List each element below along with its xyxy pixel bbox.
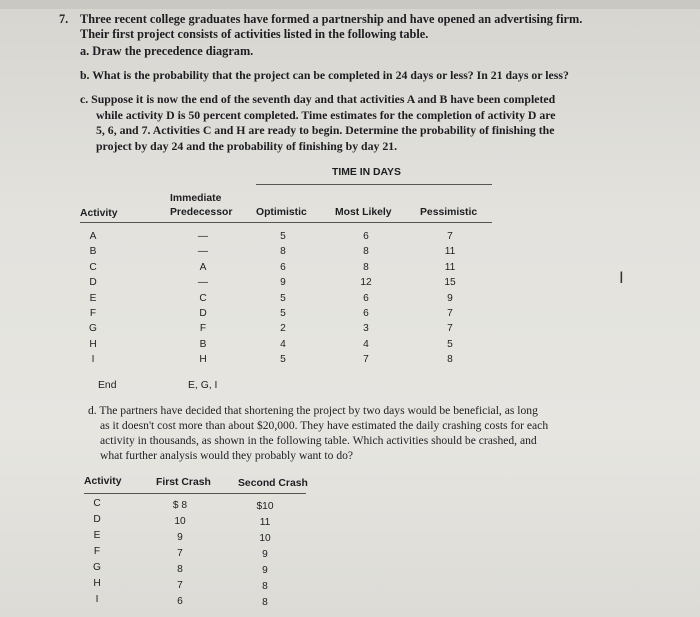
first-crash-cell: 10: [174, 516, 186, 527]
predecessor-cell: D: [199, 307, 207, 319]
predecessor-cell: C: [199, 292, 207, 304]
crash-activity-cell: H: [93, 578, 101, 589]
crash-table-rule: [84, 493, 306, 494]
second-crash-cell: 9: [262, 565, 268, 576]
pessimistic-column: [430, 229, 470, 368]
part-d-line-1: d. The partners have decided that shortening the project by two days would be beneficial, as long: [88, 404, 538, 417]
first-crash-cell: 9: [177, 532, 183, 543]
question-line-1: Three recent college graduates have formed a partnership and have opened an advertising firm.: [80, 12, 583, 26]
activity-cell: A: [89, 231, 97, 242]
predecessor-cell: —: [197, 246, 209, 258]
crash-activity-cell: E: [93, 530, 101, 541]
pessimistic-cell: 11: [444, 246, 456, 258]
optimistic-cell: 9: [280, 277, 286, 289]
most-likely-header: Most Likely: [335, 207, 392, 218]
crash-activity-cell: C: [93, 498, 101, 509]
header-rule: [256, 184, 492, 185]
predecessor-cell: B: [199, 338, 207, 350]
pessimistic-cell: 15: [444, 277, 456, 289]
predecessor-cell: —: [197, 231, 209, 242]
second-crash-cell: 8: [262, 581, 268, 592]
most-likely-cell: 8: [363, 261, 369, 273]
crash-activity-header: Activity: [84, 476, 122, 487]
part-c-line-2: while activity D is 50 percent completed. Time estimates for the completion of activity D are: [96, 108, 556, 122]
activity-cell: C: [89, 261, 97, 273]
part-c-line-4: project by day 24 and the probability of finishing by day 21.: [96, 139, 398, 153]
activity-cell: F: [89, 307, 97, 319]
part-d-line-2: as it doesn't cost more than about $20,000. They have estimated the daily crashing costs for each: [100, 419, 549, 432]
second-crash-header: Second Crash: [238, 478, 308, 489]
predecessor-cell: A: [199, 261, 207, 273]
part-a: a. Draw the precedence diagram.: [80, 44, 254, 58]
predecessor-header-line1: Immediate: [170, 193, 222, 204]
first-crash-cell: $ 8: [172, 500, 188, 511]
activity-cell: I: [91, 354, 95, 366]
activity-cell: G: [89, 323, 97, 335]
pessimistic-cell: 7: [447, 323, 453, 335]
predecessor-cell: F: [199, 323, 207, 335]
second-crash-cell: $10: [256, 501, 274, 512]
part-c-line-1: c. Suppose it is now the end of the seventh day and that activities A and B have been completed: [80, 92, 556, 106]
optimistic-cell: 8: [280, 246, 286, 258]
most-likely-cell: 3: [363, 323, 369, 335]
end-label: End: [98, 380, 117, 391]
activity-cell: E: [89, 292, 97, 304]
optimistic-cell: 5: [280, 231, 286, 242]
end-predecessors: E, G, I: [188, 380, 218, 391]
optimistic-cell: 2: [280, 323, 286, 335]
crash-activity-cell: G: [93, 562, 101, 573]
activity-column: [78, 229, 108, 368]
most-likely-cell: 12: [360, 277, 372, 289]
second-crash-cell: 9: [262, 549, 268, 560]
most-likely-cell: 6: [363, 231, 369, 242]
crash-activity-cell: D: [93, 514, 101, 525]
activity-cell: D: [89, 277, 97, 289]
part-d-line-3: activity in thousands, as shown in the following table. Which activities should be crashed, and: [100, 434, 537, 447]
optimistic-header: Optimistic: [256, 207, 307, 218]
second-crash-column: [245, 499, 285, 611]
part-d-line-4: what further analysis would they probably want to do?: [100, 449, 354, 462]
second-crash-cell: 10: [259, 533, 271, 544]
question-number: 7.: [59, 12, 69, 26]
first-crash-cell: 6: [177, 596, 183, 607]
most-likely-cell: 8: [363, 246, 369, 258]
optimistic-cell: 5: [280, 354, 286, 366]
part-b: b. What is the probability that the project can be completed in 24 days or less? In 21 days or less?: [80, 68, 569, 82]
pessimistic-cell: 11: [444, 261, 456, 273]
predecessor-column: [183, 229, 223, 368]
pessimistic-cell: 8: [447, 354, 453, 366]
pessimistic-cell: 9: [447, 292, 453, 304]
first-crash-cell: 8: [177, 564, 183, 575]
crash-activity-column: [82, 496, 112, 608]
first-crash-header: First Crash: [156, 477, 211, 488]
activity-cell: B: [89, 246, 97, 258]
most-likely-cell: 6: [363, 307, 369, 319]
pessimistic-cell: 7: [447, 231, 453, 242]
optimistic-cell: 4: [280, 338, 286, 350]
most-likely-cell: 4: [363, 338, 369, 350]
most-likely-cell: 7: [363, 354, 369, 366]
most-likely-cell: 6: [363, 292, 369, 304]
second-crash-cell: 11: [259, 517, 271, 528]
pessimistic-cell: 5: [447, 338, 453, 350]
activity-header: Activity: [80, 208, 118, 219]
second-crash-cell: 8: [262, 597, 268, 608]
table-rule: [80, 222, 492, 223]
crash-activity-cell: F: [93, 546, 101, 557]
activity-cell: H: [89, 338, 97, 350]
predecessor-header-line2: Predecessor: [170, 207, 233, 218]
text-cursor-icon: I: [619, 268, 624, 287]
predecessor-cell: H: [199, 354, 207, 366]
first-crash-cell: 7: [177, 580, 183, 591]
crash-activity-cell: I: [95, 594, 99, 605]
most-likely-column: [346, 229, 386, 368]
pessimistic-cell: 7: [447, 307, 453, 319]
first-crash-column: [160, 498, 200, 610]
optimistic-cell: 5: [280, 292, 286, 304]
top-cut-strip: [0, 0, 700, 9]
pessimistic-header: Pessimistic: [420, 207, 478, 218]
first-crash-cell: 7: [177, 548, 183, 559]
question-line-2: Their first project consists of activities listed in the following table.: [80, 27, 429, 41]
optimistic-cell: 5: [280, 307, 286, 319]
optimistic-cell: 6: [280, 261, 286, 273]
optimistic-column: [263, 229, 303, 368]
time-in-days-header: TIME IN DAYS: [332, 167, 401, 178]
predecessor-cell: —: [197, 277, 209, 289]
part-c-line-3: 5, 6, and 7. Activities C and H are ready to begin. Determine the probability of finishing the: [96, 123, 555, 137]
